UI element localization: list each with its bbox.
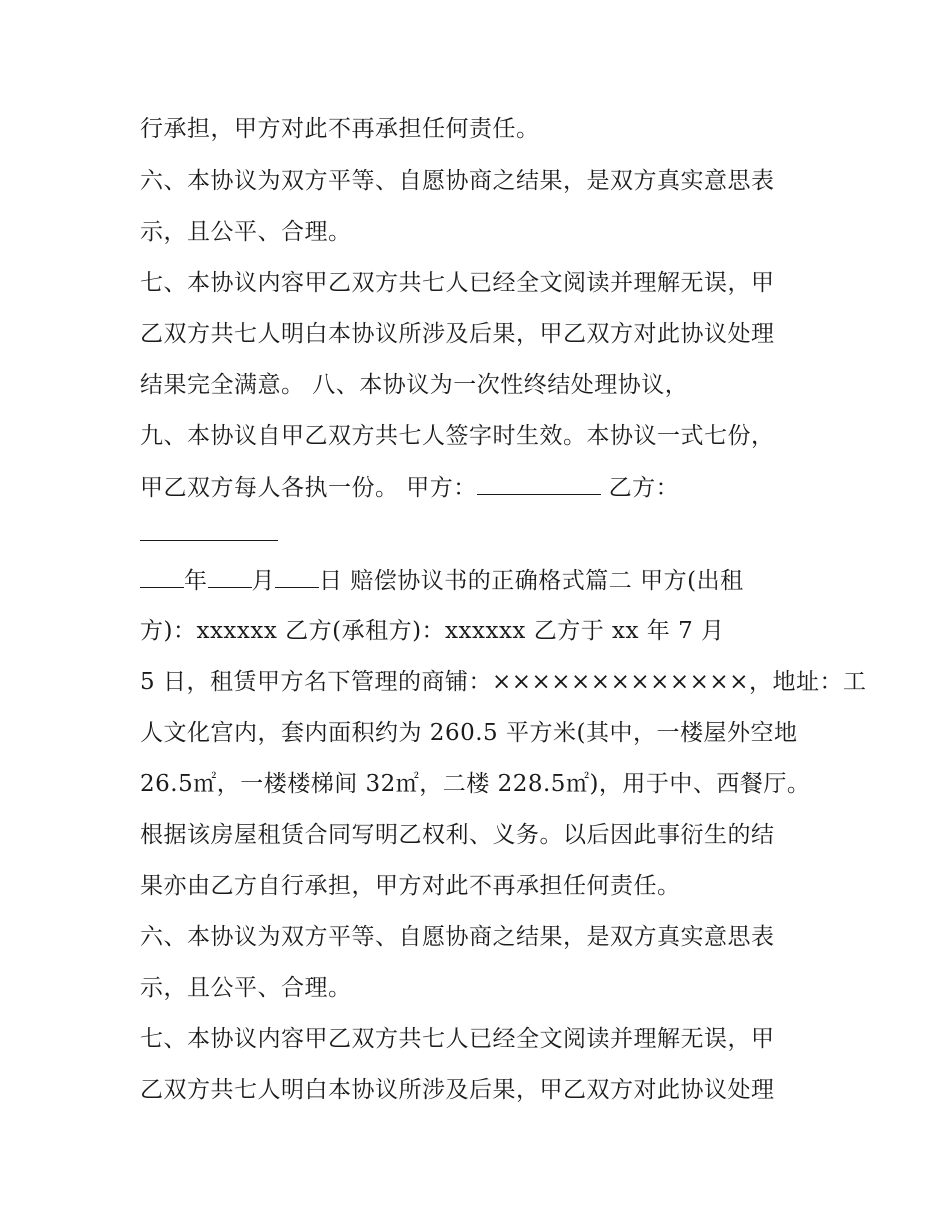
text-line: 人文化宫内，套内面积约为 260.5 平方米(其中，一楼屋外空地	[140, 720, 798, 746]
month-blank	[208, 565, 252, 588]
month-label: 月	[251, 568, 275, 594]
text-line: 六、本协议为双方平等、自愿协商之结果，是双方真实意思表	[140, 168, 775, 194]
text-line: 果亦由乙方自行承担，甲方对此不再承担任何责任。	[140, 873, 681, 899]
party-a-label: 甲乙双方每人各执一份。 甲方：	[140, 475, 477, 501]
year-blank	[140, 565, 184, 588]
year-label: 年	[184, 568, 208, 594]
text-line: 七、本协议内容甲乙双方共七人已经全文阅读并理解无误，甲	[140, 1026, 775, 1052]
text-line: 根据该房屋租赁合同写明乙权利、义务。以后因此事衍生的结	[140, 822, 775, 848]
party-b-label: 乙方：	[608, 475, 680, 501]
signature-line	[140, 472, 820, 503]
day-blank	[275, 565, 319, 588]
text-line: 示，且公平、合理。	[140, 219, 352, 245]
party-a-signature-blank	[477, 472, 601, 495]
text-line: 方)：xxxxxx 乙方(承租方)：xxxxxx 乙方于 xx 年 7 月	[140, 618, 725, 644]
text-line: 26.5㎡，一楼楼梯间 32㎡，二楼 228.5㎡)，用于中、西餐厅。	[140, 771, 811, 797]
text-line: 乙双方共七人明白本协议所涉及后果，甲乙双方对此协议处理	[140, 1077, 775, 1103]
text-line: 九、本协议自甲乙双方共七人签字时生效。本协议一式七份，	[140, 423, 775, 449]
text-line: 5 日，租赁甲方名下管理的商铺：×××××××××××××，地址：工	[140, 669, 867, 695]
party-b-signature-line	[140, 518, 820, 549]
party-b-signature-blank	[140, 518, 278, 541]
text-line: 行承担，甲方对此不再承担任何责任。	[140, 116, 540, 142]
text-line: 结果完全满意。 八、本协议为一次性终结处理协议，	[140, 372, 689, 398]
text-line: 六、本协议为双方平等、自愿协商之结果，是双方真实意思表	[140, 924, 775, 950]
text-line: 示，且公平、合理。	[140, 975, 352, 1001]
text-line: 七、本协议内容甲乙双方共七人已经全文阅读并理解无误，甲	[140, 270, 775, 296]
date-line	[140, 565, 820, 596]
day-label-and-title: 日 赔偿协议书的正确格式篇二 甲方(出租	[319, 568, 744, 594]
text-line: 乙双方共七人明白本协议所涉及后果，甲乙双方对此协议处理	[140, 321, 775, 347]
